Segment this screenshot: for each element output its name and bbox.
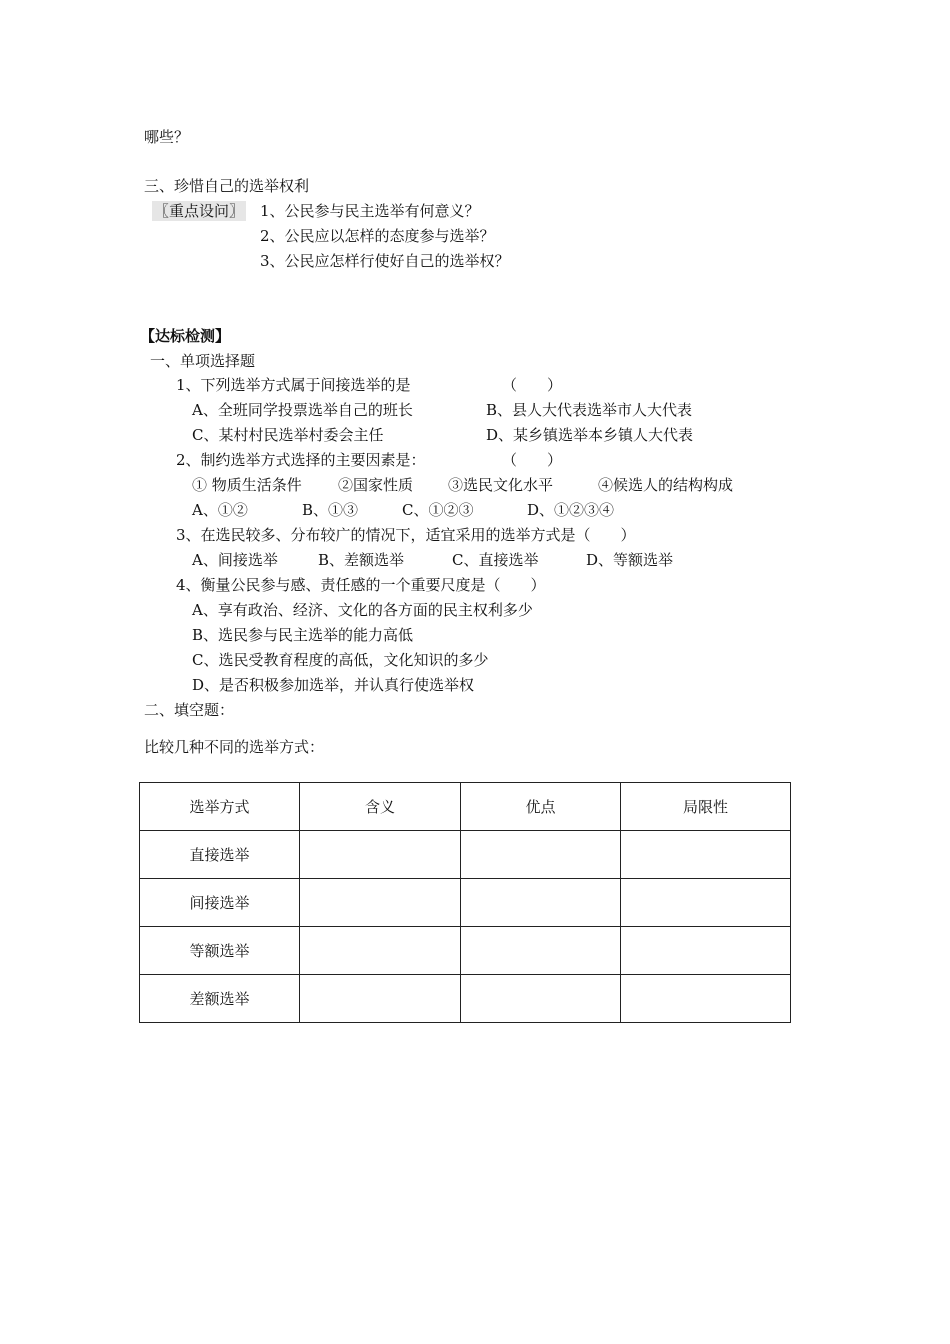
q2-factor-4: ④候选人的结构构成 [598, 476, 734, 494]
table-cell-blank[interactable] [621, 975, 791, 1023]
q4-option-d: D、是否积极参加选举，并认真行使选举权 [192, 676, 475, 694]
key-question-tag: 〖重点设问〗 [154, 202, 245, 220]
section3-heading: 三、珍惜自己的选举权利 [144, 177, 310, 195]
q4-stem: 4、衡量公民参与感、责任感的一个重要尺度是（ ） [176, 576, 546, 594]
table-row-label: 直接选举 [140, 831, 300, 879]
table-cell-blank[interactable] [461, 831, 621, 879]
q4-option-c: C、选民受教育程度的高低，文化知识的多少 [192, 651, 489, 669]
test-heading: 【达标检测】 [140, 327, 231, 345]
compare-intro: 比较几种不同的选举方式： [144, 738, 325, 756]
q2-option-a: A、①② [192, 501, 248, 519]
q1-option-b: B、县人大代表选举市人大代表 [486, 401, 693, 419]
table-cell-blank[interactable] [621, 831, 791, 879]
table-cell-blank[interactable] [300, 975, 461, 1023]
q2-blank: （ ） [502, 451, 563, 469]
q1-blank: （ ） [502, 376, 563, 394]
table-cell-blank[interactable] [300, 831, 461, 879]
table-row [140, 831, 791, 879]
part2-title: 二、填空题： [144, 701, 235, 719]
key-question-1: 1、公民参与民主选举有何意义？ [260, 202, 480, 220]
table-cell-blank[interactable] [300, 927, 461, 975]
q1-option-c: C、某村村民选举村委会主任 [192, 426, 384, 444]
comparison-table [139, 782, 791, 1023]
q3-option-b: B、差额选举 [318, 551, 405, 569]
q1-option-d: D、某乡镇选举本乡镇人大代表 [486, 426, 694, 444]
key-question-2: 2、公民应以怎样的态度参与选举？ [260, 227, 495, 245]
table-header-cell: 选举方式 [140, 783, 300, 831]
q1-option-a: A、全班同学投票选举自己的班长 [192, 401, 413, 419]
q2-factor-1: ① 物质生活条件 [192, 476, 302, 494]
table-header-cell: 优点 [461, 783, 621, 831]
q4-option-a: A、享有政治、经济、文化的各方面的民主权利多少 [192, 601, 533, 619]
q2-factor-2: ②国家性质 [338, 476, 414, 494]
table-row-label: 等额选举 [140, 927, 300, 975]
q4-option-b: B、选民参与民主选举的能力高低 [192, 626, 414, 644]
key-question-3: 3、公民应怎样行使好自己的选举权？ [260, 252, 510, 270]
table-row [140, 975, 791, 1023]
q3-option-a: A、间接选举 [192, 551, 278, 569]
table-header-row [140, 783, 791, 831]
table-header-cell: 局限性 [621, 783, 791, 831]
q2-factor-3: ③选民文化水平 [448, 476, 554, 494]
q2-option-d: D、①②③④ [527, 501, 615, 519]
table-cell-blank[interactable] [461, 879, 621, 927]
q3-option-c: C、直接选举 [452, 551, 539, 569]
q2-stem: 2、制约选举方式选择的主要因素是： [176, 451, 426, 469]
table-row [140, 927, 791, 975]
continuation-text: 哪些？ [144, 128, 190, 146]
table-cell-blank[interactable] [621, 927, 791, 975]
table-cell-blank[interactable] [461, 975, 621, 1023]
table-cell-blank[interactable] [461, 927, 621, 975]
part1-title: 一、单项选择题 [150, 352, 256, 370]
q3-stem: 3、在选民较多、分布较广的情况下，适宜采用的选举方式是（ ） [176, 526, 636, 544]
table-row-label: 差额选举 [140, 975, 300, 1023]
table-header-cell: 含义 [300, 783, 461, 831]
table-row [140, 879, 791, 927]
q2-option-b: B、①③ [302, 501, 359, 519]
table-row-label: 间接选举 [140, 879, 300, 927]
q1-stem: 1、下列选举方式属于间接选举的是 [176, 376, 411, 394]
table-cell-blank[interactable] [621, 879, 791, 927]
q2-option-c: C、①②③ [402, 501, 474, 519]
table-cell-blank[interactable] [300, 879, 461, 927]
q3-option-d: D、等额选举 [586, 551, 674, 569]
